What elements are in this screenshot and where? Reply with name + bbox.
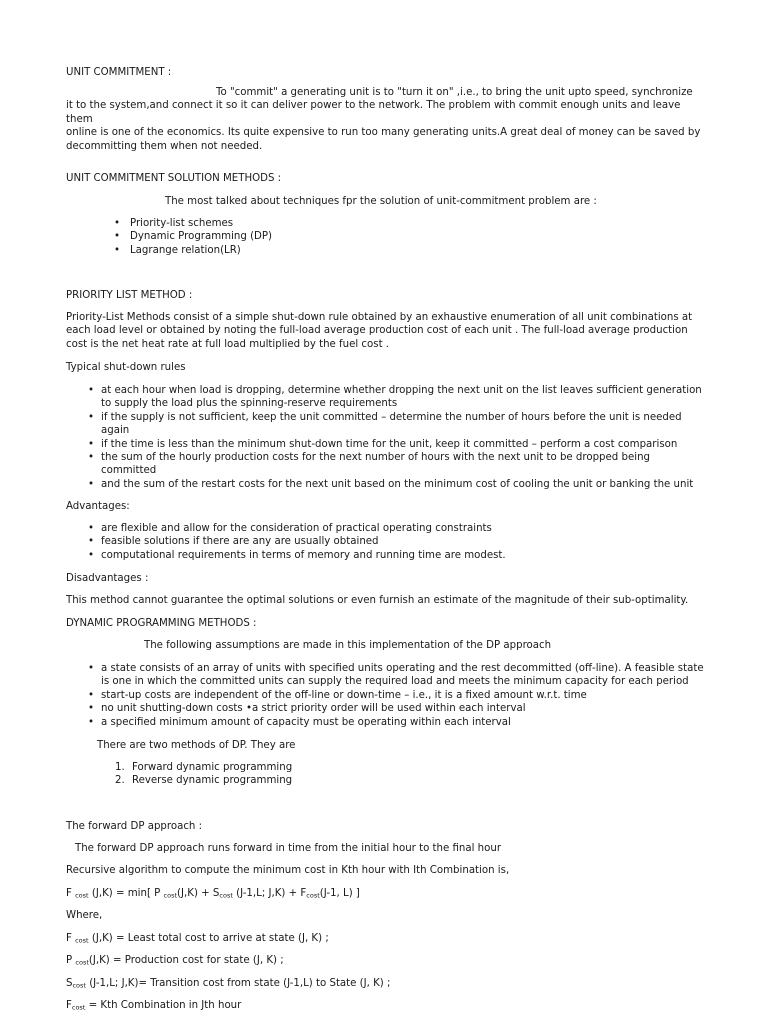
heading-forward-dp: The forward DP approach : bbox=[66, 821, 203, 832]
intro-line-text: To "commit" a generating unit is to "turn it on" ,i.e., to bring the unit upto speed, synchronize bbox=[216, 87, 693, 98]
list-item-line: • if the supply is not sufficient, keep the unit committed – determine the number of hours before the unit is needed bbox=[101, 411, 682, 423]
assumptions-intro bbox=[66, 639, 706, 652]
list-item-line: is one in which the committed units can supply the required load and meets the minimum capacity for each period bbox=[101, 676, 689, 688]
list-number: 2. bbox=[115, 775, 125, 787]
intro-line: decommitting them when not needed. bbox=[66, 140, 263, 152]
list-item bbox=[66, 478, 706, 491]
methods-list bbox=[66, 217, 706, 257]
assumptions-intro-text: The following assumptions are made in this implementation of the DP approach bbox=[144, 640, 552, 651]
list-item-label: Reverse dynamic programming bbox=[132, 775, 293, 787]
techniques-intro-text: The most talked about techniques fpr the solution of unit-commitment problem are : bbox=[165, 196, 597, 207]
dp-types-list bbox=[66, 761, 706, 788]
heading-dp-methods: DYNAMIC PROGRAMMING METHODS : bbox=[66, 618, 257, 629]
eq-subscript: cost bbox=[219, 891, 233, 900]
list-item bbox=[66, 774, 706, 787]
def-subscript: cost bbox=[72, 981, 86, 990]
list-item-line: to supply the load plus the spinning-reserve requirements bbox=[101, 398, 398, 410]
eq-subscript: cost bbox=[75, 891, 89, 900]
eq-part: (J-1, L) ] bbox=[319, 888, 360, 899]
eq-subscript: cost bbox=[306, 891, 320, 900]
eq-part: (J,K) = min[ P bbox=[88, 888, 164, 899]
list-item-line: • the sum of the hourly production costs for the next number of hours with the next unit to be dropped being bbox=[101, 452, 650, 464]
eq-part: F bbox=[66, 888, 76, 899]
def-part: S bbox=[66, 978, 73, 989]
heading-disadvantages: Disadvantages : bbox=[66, 573, 149, 584]
list-item: • start-up costs are independent of the off-line or down-time – i.e., it is a fixed amount w.r.t. time bbox=[66, 689, 706, 702]
heading-advantages: Advantages: bbox=[66, 501, 130, 512]
list-item-line: again bbox=[101, 425, 130, 437]
advantages-list bbox=[66, 522, 706, 562]
assumptions-list bbox=[66, 662, 706, 729]
heading-unit-commitment: UNIT COMMITMENT : bbox=[66, 67, 172, 78]
heading-solution-methods: UNIT COMMITMENT SOLUTION METHODS : bbox=[66, 173, 282, 184]
eq-part: (J,K) + S bbox=[177, 888, 220, 899]
list-item: • feasible solutions if there are any are usually obtained bbox=[66, 535, 706, 548]
def-subscript: cost bbox=[75, 936, 89, 945]
list-item-line: • a state consists of an array of units with specified units operating and the rest decommitted (off-line). A feasible state bbox=[101, 663, 704, 674]
list-item: • a specified minimum amount of capacity must be operating within each interval bbox=[66, 716, 706, 729]
priority-line: each load level or obtained by noting the full-load average production cost of each unit . The full-load average production bbox=[66, 325, 688, 337]
forward-dp-text bbox=[66, 842, 706, 855]
recursive-equation bbox=[66, 887, 706, 903]
def-part: F bbox=[66, 933, 76, 944]
def-part: F bbox=[66, 1000, 72, 1011]
definition-p-cost bbox=[66, 954, 706, 970]
eq-subscript: cost bbox=[163, 891, 178, 900]
list-number: 1. bbox=[115, 762, 125, 773]
heading-priority-list: PRIORITY LIST METHOD : bbox=[66, 290, 193, 301]
techniques-intro bbox=[66, 195, 706, 208]
list-item bbox=[66, 451, 706, 478]
list-item: • computational requirements in terms of memory and running time are modest. bbox=[66, 549, 706, 562]
list-item-line: • if the time is less than the minimum shut-down time for the unit, keep it committed – perform a cost comparison bbox=[101, 438, 678, 450]
list-item-label: Forward dynamic programming bbox=[132, 762, 293, 773]
eq-part: (J-1,L; J,K) + F bbox=[232, 888, 307, 899]
intro-line bbox=[66, 86, 706, 99]
typical-shutdown-label: Typical shut-down rules bbox=[66, 362, 186, 373]
list-item-line: • and the sum of the restart costs for the next unit based on the minimum cost of cooling the unit or banking the unit bbox=[101, 478, 694, 490]
two-methods-label: There are two methods of DP. They are bbox=[97, 740, 296, 751]
list-item-line: • at each hour when load is dropping, determine whether dropping the next unit on the list leaves sufficient generation bbox=[101, 385, 702, 396]
list-item bbox=[66, 411, 706, 438]
def-part: = Kth Combination in Jth hour bbox=[85, 1000, 242, 1011]
list-item bbox=[66, 761, 706, 774]
where-label: Where, bbox=[66, 910, 103, 921]
def-subscript: cost bbox=[75, 958, 89, 967]
def-part: (J-1,L; J,K)= Transition cost from state (J-1,L) to State (J, K) ; bbox=[85, 978, 391, 989]
list-item: • are flexible and allow for the consideration of practical operating constraints bbox=[66, 522, 706, 535]
definition-k-combination bbox=[66, 999, 706, 1015]
def-part: (J,K) = Production cost for state (J, K) ; bbox=[88, 955, 284, 966]
disadvantage-text: This method cannot guarantee the optimal solutions or even furnish an estimate of the magnitude of their sub-optimality. bbox=[66, 595, 689, 606]
list-item: • Dynamic Programming (DP) bbox=[66, 230, 706, 243]
intro-paragraph bbox=[66, 86, 706, 153]
def-part: (J,K) = Least total cost to arrive at state (J, K) ; bbox=[88, 933, 329, 944]
two-methods-text bbox=[66, 739, 706, 752]
list-item: • Lagrange relation(LR) bbox=[66, 244, 706, 257]
list-item: • no unit shutting-down costs •a strict priority order will be used within each interval bbox=[66, 702, 706, 715]
list-item bbox=[66, 384, 706, 411]
forward-dp-label: The forward DP approach runs forward in time from the initial hour to the final hour bbox=[75, 843, 502, 854]
def-subscript: cost bbox=[71, 1003, 86, 1012]
list-item: • Priority-list schemes bbox=[66, 217, 706, 230]
intro-line: it to the system,and connect it so it can deliver power to the network. The problem with commit enough units and leave them bbox=[66, 100, 681, 125]
list-item bbox=[66, 662, 706, 689]
list-item bbox=[66, 438, 706, 451]
recursive-text: Recursive algorithm to compute the minimum cost in Kth hour with Ith Combination is, bbox=[66, 865, 510, 876]
priority-line: cost is the net heat rate at full load multiplied by the fuel cost . bbox=[66, 338, 390, 350]
def-part: P bbox=[66, 955, 76, 966]
shutdown-rules-list bbox=[66, 384, 706, 491]
priority-line: Priority-List Methods consist of a simple shut-down rule obtained by an exhaustive enumeration of all unit combinations at bbox=[66, 312, 693, 323]
definition-s-cost bbox=[66, 977, 706, 993]
definition-f-cost bbox=[66, 932, 706, 948]
list-item-line: committed bbox=[101, 465, 157, 477]
intro-line: online is one of the economics. Its quite expensive to run too many generating units.A great deal of money can be saved by bbox=[66, 127, 701, 139]
priority-paragraph bbox=[66, 311, 706, 351]
